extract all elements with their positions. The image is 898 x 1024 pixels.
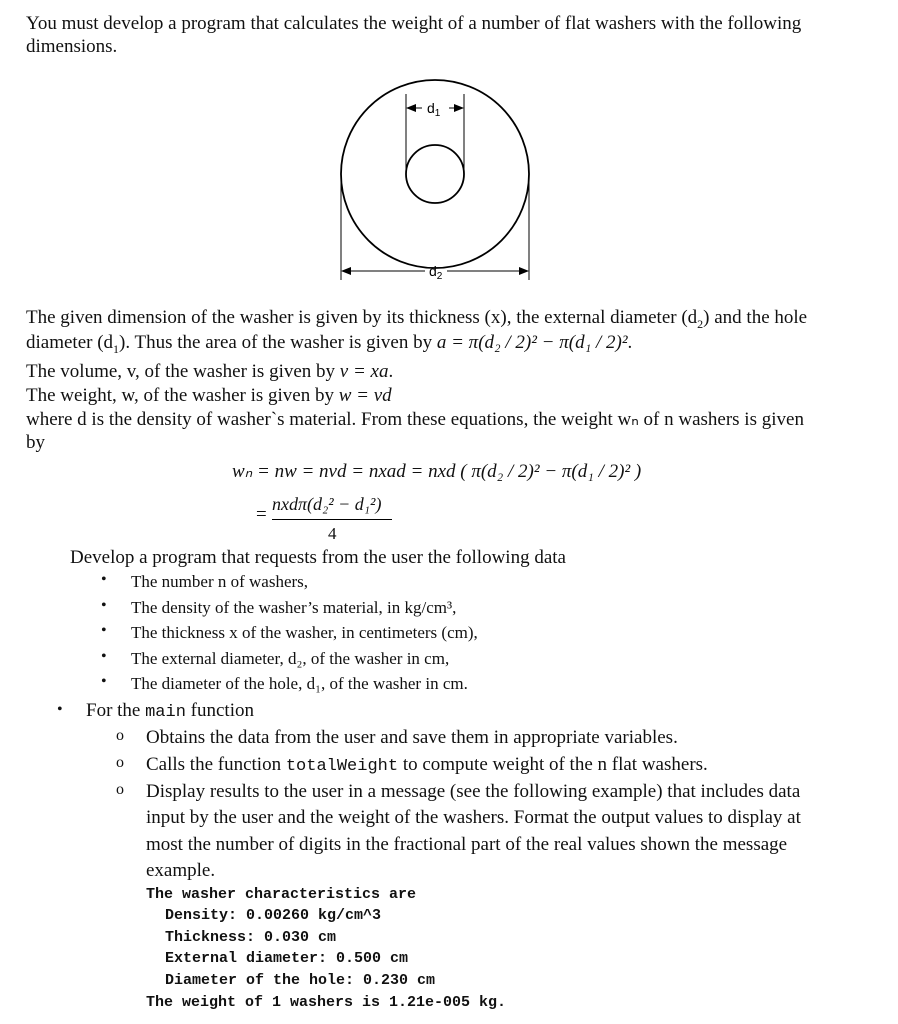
example-line-3: Thickness: 0.030 cm <box>165 929 337 946</box>
example-line-1: The washer characteristics are <box>146 886 417 903</box>
example-line-6: The weight of 1 washers is 1.21e-005 kg. <box>146 994 507 1011</box>
equation-denominator: 4 <box>328 524 337 543</box>
main-sub-3-line-2: input by the user and the weight of the washers. Format the output values to display at <box>146 807 801 828</box>
bullet-icon: • <box>101 648 107 665</box>
inner-circle <box>406 145 464 203</box>
request-item-3: The thickness x of the washer, in centimeters (cm), <box>131 623 478 642</box>
example-line-4: External diameter: 0.500 cm <box>165 950 409 967</box>
bullet-icon: • <box>101 571 107 588</box>
main-sub-2: Calls the function totalWeight to compute weight of the n flat washers. <box>146 754 708 776</box>
bullet-icon: • <box>101 673 107 690</box>
label-d2: $d_2$ <box>429 263 443 282</box>
equation-line-1: wₙ = nw = nvd = nxad = nxd ( π(d₂ / 2)² − π(d₁ / 2)² ) <box>232 461 642 482</box>
request-item-1: The number n of washers, <box>131 572 309 591</box>
main-sub-3-line-1: Display results to the user in a message (see the following example) that includes data <box>146 781 801 802</box>
fraction-bar <box>272 519 392 520</box>
main-sub-3-line-4: example. <box>146 860 216 881</box>
bullet-icon: • <box>57 701 63 718</box>
main-code: main <box>145 703 186 722</box>
weight-line: The weight, w, of the washer is given by w = vd <box>26 385 392 406</box>
example-line-5: Diameter of the hole: 0.230 cm <box>165 972 436 989</box>
main-function-heading: For the main function <box>86 700 254 722</box>
equation-equals: = <box>256 504 267 525</box>
example-line-2: Density: 0.00260 kg/cm^3 <box>165 907 382 924</box>
circle-bullet-icon: o <box>116 781 124 798</box>
para-line-2: diameter $(d_1)$. Thus the area of the washer is given by a = π(d₂ / 2)² − π(d₁ / 2)². <box>26 332 633 356</box>
area-formula: a = π(d₂ / 2)² − π(d₁ / 2)² <box>436 332 628 353</box>
circle-bullet-icon: o <box>116 754 124 771</box>
request-item-2: The density of the washer’s material, in kg/cm³, <box>131 598 457 617</box>
intro-line-1: You must develop a program that calculates the weight of a number of flat washers with the following <box>26 13 802 34</box>
intro-line-2: dimensions. <box>26 36 118 57</box>
main-sub-1: Obtains the data from the user and save them in appropriate variables. <box>146 727 678 748</box>
density-line: where d is the density of washer`s material. From these equations, the weight wₙ of n washers is given <box>26 409 804 430</box>
washer-diagram <box>330 70 560 290</box>
bullet-icon: • <box>101 597 107 614</box>
by-line: by <box>26 432 45 453</box>
volume-line: The volume, v, of the washer is given by v = xa. <box>26 361 394 382</box>
para-line-1: The given dimension of the washer is given by its thickness (x), the external diameter $(d_2)$ and the hole <box>26 307 808 331</box>
request-item-5: The diameter of the hole, d₁, of the washer in cm. <box>131 674 468 693</box>
requests-heading: Develop a program that requests from the user the following data <box>70 547 566 568</box>
total-weight-code: totalWeight <box>285 757 399 776</box>
request-item-4: The external diameter, d₂, of the washer in cm, <box>131 649 450 668</box>
circle-bullet-icon: o <box>116 727 124 744</box>
bullet-icon: • <box>101 622 107 639</box>
weight-formula: w = vd <box>338 385 392 406</box>
equation-numerator: nxdπ(d₂² − d₁²) <box>272 494 382 514</box>
label-d1: $d_1$ <box>427 100 441 119</box>
volume-formula: v = xa <box>339 361 389 382</box>
main-sub-3-line-3: most the number of digits in the fractional part of the real values shown the message <box>146 834 788 855</box>
